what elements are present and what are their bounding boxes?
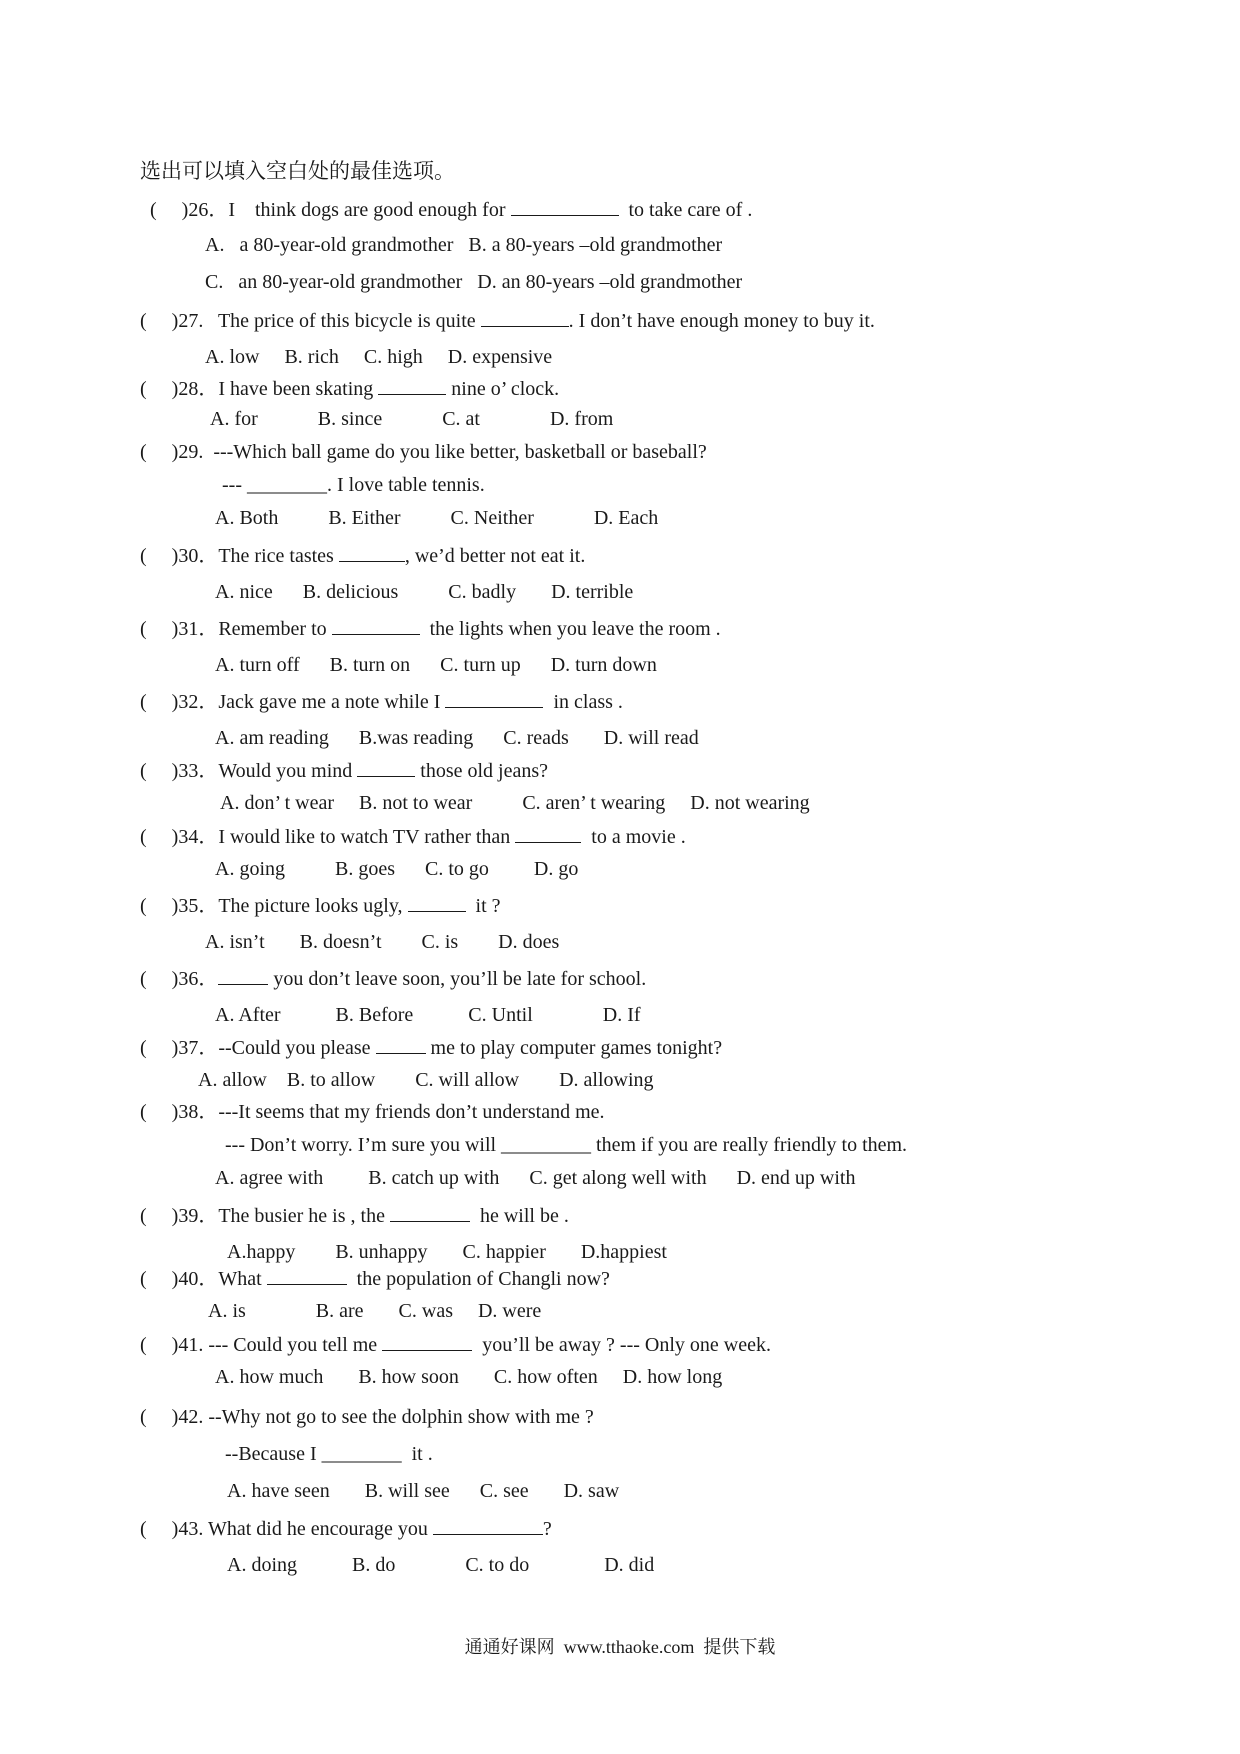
question-stem: ( )38．---It seems that my friends don’t understand me. bbox=[140, 1101, 605, 1123]
answer-blank[interactable] bbox=[481, 308, 569, 327]
answer-blank[interactable] bbox=[408, 893, 466, 912]
question-32 bbox=[140, 689, 623, 714]
question-stem: ( )36． bbox=[140, 968, 219, 990]
options-line: A. low B. rich C. high D. expensive bbox=[205, 346, 553, 368]
answer-blank[interactable] bbox=[339, 543, 405, 562]
question-35 bbox=[140, 893, 501, 918]
question-30 bbox=[140, 543, 585, 568]
answer-blank[interactable] bbox=[433, 1516, 543, 1535]
footer: 通通好课网 www.tthaoke.com 提供下载 bbox=[464, 1637, 776, 1657]
answer-blank[interactable] bbox=[332, 616, 420, 635]
question-39 bbox=[140, 1203, 569, 1228]
options-line: A. isn’t B. doesn’t C. is D. does bbox=[205, 931, 560, 953]
question-stem-rest: he will be . bbox=[469, 1205, 569, 1227]
question-stem: ( )43. What did he encourage you bbox=[140, 1518, 433, 1540]
instruction: 选出可以填入空白处的最佳选项。 bbox=[140, 159, 455, 183]
options-line: A. have seen B. will see C. see D. saw bbox=[227, 1480, 620, 1502]
answer-blank[interactable] bbox=[378, 376, 446, 395]
question-stem: ( )29. ---Which ball game do you like better, basketball or baseball? bbox=[140, 441, 707, 463]
options-line: A. don’ t wear B. not to wear C. aren’ t wearing D. not wearing bbox=[220, 792, 810, 814]
options-line: A. going B. goes C. to go D. go bbox=[215, 858, 579, 880]
question-stem: ( )41. --- Could you tell me bbox=[140, 1334, 383, 1356]
question-31 bbox=[140, 616, 721, 641]
options-line: A. nice B. delicious C. badly D. terrible bbox=[215, 581, 634, 603]
question-stem: ( )35．The picture looks ugly, bbox=[140, 895, 408, 917]
options-line: --- Don’t worry. I’m sure you will _________ them if you are really friendly to them. bbox=[225, 1134, 908, 1156]
question-42 bbox=[140, 1405, 594, 1429]
question-stem-rest: those old jeans? bbox=[415, 760, 549, 782]
options-line: A. agree with B. catch up with C. get along well with D. end up with bbox=[215, 1167, 856, 1189]
options-line: A. allow B. to allow C. will allow D. allowing bbox=[198, 1069, 654, 1091]
question-stem: ( )42. --Why not go to see the dolphin show with me ? bbox=[140, 1406, 594, 1428]
question-stem-rest: to a movie . bbox=[581, 826, 686, 848]
question-stem: ( )39．The busier he is , the bbox=[140, 1205, 390, 1227]
answer-blank[interactable] bbox=[218, 966, 268, 985]
answer-blank[interactable] bbox=[267, 1266, 347, 1285]
question-stem-rest: nine o’ clock. bbox=[446, 378, 560, 400]
options-line: A. turn off B. turn on C. turn up D. turn down bbox=[215, 654, 657, 676]
options-line: A.happy B. unhappy C. happier D.happiest bbox=[227, 1241, 667, 1263]
answer-blank[interactable] bbox=[511, 197, 619, 216]
question-stem: ( )28．I have been skating bbox=[140, 378, 379, 400]
question-26 bbox=[150, 197, 752, 222]
question-33 bbox=[140, 758, 548, 783]
question-stem-rest: , we’d better not eat it. bbox=[404, 545, 586, 567]
question-34 bbox=[140, 824, 686, 849]
options-line: A. how much B. how soon C. how often D. how long bbox=[215, 1366, 723, 1388]
answer-blank[interactable] bbox=[390, 1203, 470, 1222]
options-line: A. am reading B.was reading C. reads D. will read bbox=[215, 727, 699, 749]
question-28 bbox=[140, 376, 559, 401]
question-stem-rest: you’ll be away ? --- Only one week. bbox=[472, 1334, 771, 1356]
answer-blank[interactable] bbox=[445, 689, 543, 708]
question-stem-rest: in class . bbox=[543, 691, 623, 713]
question-27 bbox=[140, 308, 875, 333]
question-stem: ( )33．Would you mind bbox=[140, 760, 358, 782]
options-line: A. After B. Before C. Until D. If bbox=[215, 1004, 641, 1026]
question-stem-rest: it ? bbox=[465, 895, 501, 917]
question-stem: ( )31．Remember to bbox=[140, 618, 332, 640]
question-40 bbox=[140, 1266, 610, 1291]
options-line: A. for B. since C. at D. from bbox=[210, 408, 614, 430]
answer-blank[interactable] bbox=[357, 758, 415, 777]
options-line: A. doing B. do C. to do D. did bbox=[227, 1554, 655, 1576]
answer-blank[interactable] bbox=[382, 1332, 472, 1351]
question-38 bbox=[140, 1100, 605, 1124]
options-line: --Because I ________ it . bbox=[225, 1443, 433, 1465]
question-stem-rest: me to play computer games tonight? bbox=[425, 1037, 723, 1059]
question-stem: ( )27. The price of this bicycle is quite bbox=[140, 310, 481, 332]
question-stem: ( )40．What bbox=[140, 1268, 267, 1290]
options-line: A. is B. are C. was D. were bbox=[208, 1300, 542, 1322]
question-stem: ( )34．I would like to watch TV rather than bbox=[140, 826, 516, 848]
question-41 bbox=[140, 1332, 771, 1357]
options-line: --- ________. I love table tennis. bbox=[222, 474, 485, 496]
question-stem: ( )37．--Could you please bbox=[140, 1037, 376, 1059]
options-line: A. a 80-year-old grandmother B. a 80-years –old grandmother bbox=[205, 234, 723, 256]
options-line: C. an 80-year-old grandmother D. an 80-years –old grandmother bbox=[205, 271, 743, 293]
question-stem: ( )26．I think dogs are good enough for bbox=[150, 199, 511, 221]
question-stem-rest: to take care of . bbox=[618, 199, 753, 221]
question-stem-rest: . I don’t have enough money to buy it. bbox=[568, 310, 875, 332]
answer-blank[interactable] bbox=[515, 824, 581, 843]
options-line: A. Both B. Either C. Neither D. Each bbox=[215, 507, 659, 529]
question-37 bbox=[140, 1035, 722, 1060]
question-stem-rest: ? bbox=[542, 1518, 552, 1540]
question-stem: ( )30．The rice tastes bbox=[140, 545, 339, 567]
question-stem-rest: you don’t leave soon, you’ll be late for school. bbox=[268, 968, 647, 990]
question-36 bbox=[140, 966, 646, 991]
question-stem: ( )32．Jack gave me a note while I bbox=[140, 691, 446, 713]
question-29 bbox=[140, 440, 707, 464]
question-stem-rest: the population of Changli now? bbox=[346, 1268, 610, 1290]
answer-blank[interactable] bbox=[376, 1035, 426, 1054]
question-43 bbox=[140, 1516, 552, 1541]
question-stem-rest: the lights when you leave the room . bbox=[419, 618, 721, 640]
